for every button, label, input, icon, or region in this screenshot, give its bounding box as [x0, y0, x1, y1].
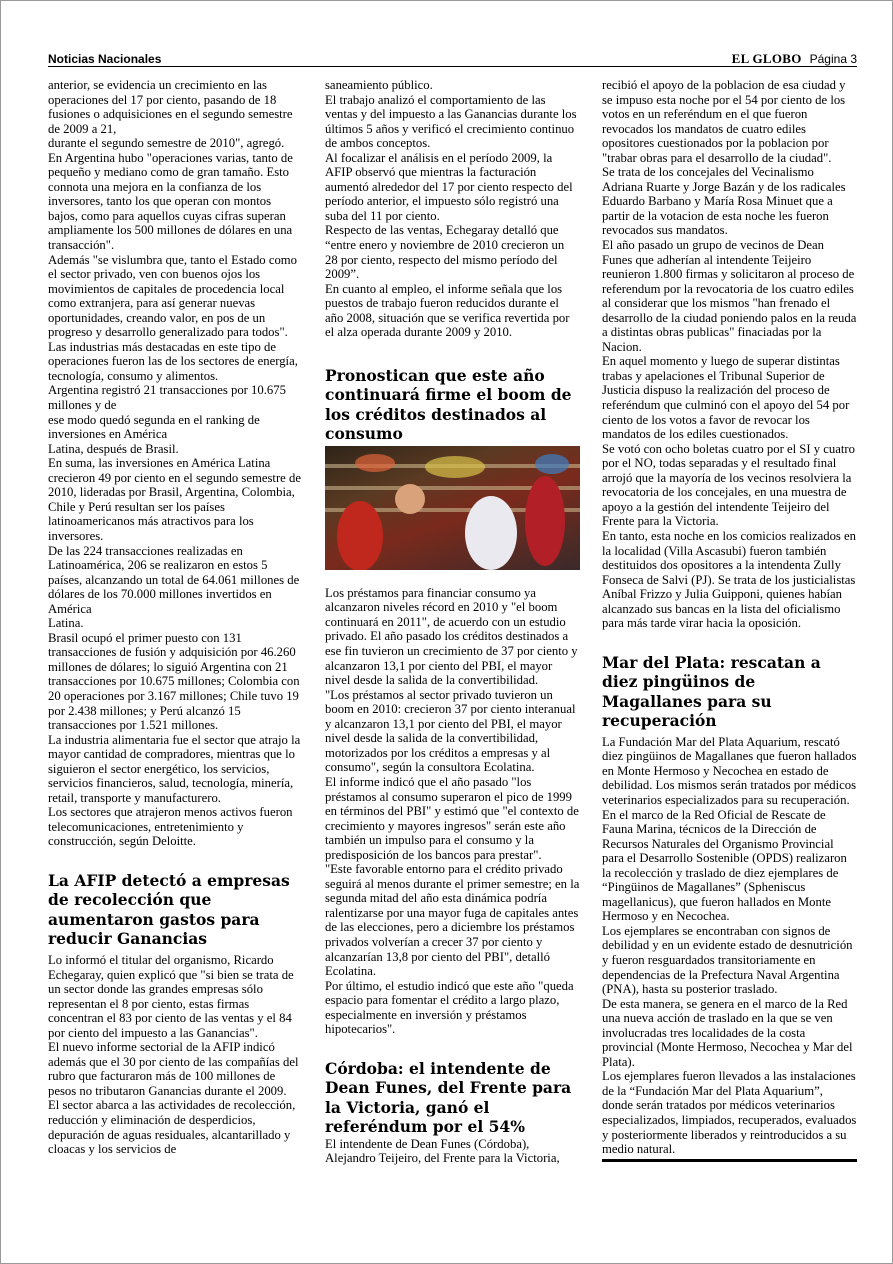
paragraph: El nuevo informe sectorial de la AFIP indicó además que el 30 por ciento de las compañías del rubro que facturaron más de 100 millones de pesos no tributaron Ganancias durante el 2009. [48, 1040, 299, 1098]
afip-headline: La AFIP detectó a empresas de recolección que aumentaron gastos para reducir Ganancias [48, 870, 290, 949]
paragraph: Al focalizar el análisis en el período 2009, la AFIP observó que mientras la facturación aumentó alrededor del 17 por ciento respecto del período anterior, el impuesto sólo registró una suba del 11 por ciento. [325, 150, 573, 223]
mar-del-plata-article [602, 735, 857, 1157]
column-3 [602, 78, 857, 1228]
cordoba-article [325, 1137, 580, 1166]
page-header [48, 50, 857, 67]
paragraph: Los ejemplares se encontraban con signos de debilidad y en un evidente estado de desnutrición y fueron resguardados transitoriamente en dependencias de la Prefectura Naval Argentina (PNA), hasta su posterior traslado. [602, 923, 853, 997]
masthead [732, 50, 857, 68]
store-crowd-photo [325, 446, 580, 570]
paragraph: Además "se vislumbra que, tanto el Estado como el sector privado, ven con buenos ojos los movimientos de capitales de procedencia local como extranjera, para así generar nuevas oportunidades, creando valor, en pos de un progreso y desarrollo generalizado para todos". [48, 252, 298, 340]
paragraph: La industria alimentaria fue el sector que atrajo la mayor cantidad de compradores, mientras que lo siguieron el sector energético, los servicios, servicios financieros, salud, tecnología, minería, retail, transporte y manufacturero. [48, 732, 301, 805]
paragraph: "Los préstamos al sector privado tuvieron un boom en 2010: crecieron 37 por ciento interanual y alcanzaron 13,1 por ciento del PBI, el mayor nivel desde la salida de la convertibilidad, motorizados por los créditos a empresas y al consumo", según la consultora Ecolatina. [325, 687, 576, 775]
paragraph: Los préstamos para financiar consumo ya alcanzaron niveles récord en 2010 y "el boom continuará en 2011", de acuerdo con un estudio privado. El año pasado los créditos destinados a ese fin tuvieron un crecimiento de 37 por ciento y alcanzaron 13,1 por ciento del PBI, el mayor nivel desde la salida de la convertibilidad. [325, 585, 578, 688]
paragraph: El intendente de Dean Funes (Córdoba), Alejandro Teijeiro, del Frente para la Victoria, [325, 1136, 560, 1166]
paragraph: Respecto de las ventas, Echegaray detalló que “entre enero y noviembre de 2010 crecieron un 28 por ciento, respecto del mismo período del 2009”. [325, 223, 565, 282]
paragraph: En suma, las inversiones en América Latina crecieron 49 por ciento en el segundo semestre de 2010, lideradas por Brasil, Argentina, Colombia, Chile y Perú resultan ser los países latinoamericanos más atractivos para los inversores. [48, 456, 301, 543]
paragraph: En aquel momento y luego de superar distintas trabas y apelaciones el Tribunal Superior de Justicia dispuso la realización del proceso de referéndum que culminó con el apoyo del 54 por ciento de los votos a favor de revocar los mandatos de los ediles cuestionados. [602, 354, 850, 442]
paragraph: En cuanto al empleo, el informe señala que los puestos de trabajo fueron reducidos durante el año 2008, situación que se verifica revertida por el alza operada durante 2009 y 2010. [325, 281, 570, 340]
paragraph: durante el segundo semestre de 2010", agregó. [48, 136, 285, 151]
paragraph: El año pasado un grupo de vecinos de Dean Funes que adherían al intendente Teijeiro reunieron 1.800 firmas y solicitaron al proceso de referendum por la revocatoria de los cuatro ediles al considerar que los mismos "han frenado el desarrollo de la ciudad poniendo palos en la reuda a distintas obras publicas" finaciadas por la Nacion. [602, 238, 857, 354]
paragraph: El informe indicó que el año pasado "los préstamos al consumo superaron el pico de 1999 en términos del PBI" y estimó que "el contexto de crecimiento y mayores ingresos" serán este año también un impulso para el consumo y la predisposición de los bancos para prestar". [325, 774, 579, 862]
afip-article-continued [325, 78, 580, 340]
paragraph: saneamiento público. [325, 78, 433, 92]
paragraph: En tanto, esta noche en los comicios realizados en la localidad (Villa Ascasubi) fueron también destituidos dos opositores a la intendenta Zully Fonseca de Salvi (PJ). Se trata de los justicialistas Aníbal Frizzo y Julia Guipponi, quienes habían alcanzado sus bancas en la lista del oficialismo para más tarde virar hacia la oposición. [602, 528, 857, 631]
paragraph: El trabajo analizó el comportamiento de las ventas y del impuesto a las Ganancias durante los últimos 5 años y verificó el crecimiento continuo de ambos conceptos. [325, 92, 577, 151]
paragraph: anterior, se evidencia un crecimiento en las operaciones del 17 por ciento, pasando de 18 fusiones o adquisiciones en el segundo semestre de 2009 a 21, [48, 78, 293, 136]
paragraph: Los ejemplares fueron llevados a las instalaciones de la “Fundación Mar del Plata Aquarium”, donde serán tratados por médicos veterinarios especializados, limpiados, recuperados, evaluados y posteriormente liberados y reintroducidos a su medio natural. [602, 1069, 857, 1157]
credit-headline: Pronostican que este año continuará firme el boom de los créditos destinados al consumo [325, 365, 572, 444]
paragraph: Las industrias más destacadas en este tipo de operaciones fueron las de los sectores de energía, tecnología, consumo y alimentos. [48, 339, 298, 383]
paragraph: "Este favorable entorno para el crédito privado seguirá al menos durante el primer semestre; en la segunda mitad del año esta dinámica podría ralentizarse por una mayor fuga de capitales antes de las elecciones, pero a diciembre los préstamos privados volverían a crecer 37 por ciento y alcanzarían 13,8 por ciento del PBI", detalló Ecolatina. [325, 862, 580, 979]
paragraph: Se votó con ocho boletas cuatro por el SI y cuatro por el NO, todas separadas y el resultado final arrojó que la mayoría de los vecinos resolviera la revocatoria de los concejales, en una muestra de apoyo a la gestión del intendente Teijeiro del Frente para la Victoria. [602, 441, 855, 529]
paragraph: De esta manera, se genera en el marco de la Red una nueva acción de traslado en la que se ven involucradas tres localidades de la costa provincial (Monte Hermoso, Necochea y Mar del Plata). [602, 996, 853, 1069]
paragraph: La Fundación Mar del Plata Aquarium, rescató diez pingüinos de Magallanes que fueron hallados en Monte Hermoso y Necochea en estado de debilidad. Los mismos serán tratados por médicos veterinarios especializados para su recuperación. [602, 734, 857, 807]
paragraph: ese modo quedó segunda en el ranking de inversiones en América [48, 412, 260, 442]
column-1 [48, 78, 303, 1228]
mar-del-plata-headline: Mar del Plata: rescatan a diez pingüinos de Magallanes para su recuperación [602, 652, 821, 731]
paragraph: Latina, después de Brasil. [48, 441, 179, 456]
paragraph: Latina. [48, 616, 84, 631]
paragraph: Argentina registró 21 transacciones por 10.675 millones y de [48, 383, 286, 413]
paragraph: Por último, el estudio indicó que este año "queda espacio para fomentar el crédito a largo plazo, especialmente en inversión y préstamos hipotecarios". [325, 978, 574, 1037]
investment-article-continued [48, 78, 303, 849]
paragraph: En Argentina hubo "operaciones varias, tanto de pequeño y mediano como de gran tamaño. Esto connota una mejora en la confianza de los inversores, tanto los que operan con montos bajos, como para aquellos cuyas cifras superan ampliamente los 500 millones de dólares en una transacción". [48, 150, 293, 253]
paragraph: Brasil ocupó el primer puesto con 131 transacciones de fusión y adquisición por 46.260 millones de dólares; lo siguió Argentina con 21 transacciones por 10.675 millones; Colombia con 20 operaciones por 3.167 millones; Chile tuvo 19 por 2.438 millones; y Perú alcanzó 15 transacciones por 1.521 millones. [48, 630, 300, 733]
section-title: Noticias Nacionales [48, 52, 162, 66]
paragraph: Se trata de los concejales del Vecinalismo Adriana Ruarte y Jorge Bazán y de los radicales Eduardo Barbano y María Rosa Minuet que a partir de la votacion de esta noche les fueron revocados sus mandatos. [602, 165, 846, 238]
paragraph: recibió el apoyo de la poblacion de esa ciudad y se impuso esta noche por el 54 por ciento de los votos en un referéndum en el que fueron revocados los mandatos de cuatro ediles opositores cuestionados por la poblacion por "trabar obras para el desarrollo de la ciudad". [602, 78, 846, 165]
cordoba-article-continued [602, 78, 857, 631]
newspaper-name: EL GLOBO [731, 51, 802, 66]
paragraph: Lo informó el titular del organismo, Ricardo Echegaray, quien explicó que "si bien se trata de un sector donde las grandes empresas sólo representan el 8 por ciento, estas firmas concentran el 83 por ciento de las ventas y el 84 por ciento del impuesto a las Ganancias". [48, 952, 294, 1040]
credit-article [325, 586, 580, 1037]
paragraph: Los sectores que atrajeron menos activos fueron telecomunicaciones, entretenimiento y construcción, según Deloitte. [48, 805, 293, 849]
paragraph: De las 224 transacciones realizadas en Latinoamérica, 206 se realizaron en estos 5 países, alcanzando un total de 64.061 millones de dólares de los 70.000 millones invertidos en América [48, 543, 300, 616]
column-2 [325, 78, 580, 1228]
paragraph: El sector abarca a las actividades de recolección, reducción y eliminación de desperdicios, depuración de aguas residuales, alcantarillado y cloacas y los servicios de [48, 1098, 296, 1157]
end-rule [602, 1159, 857, 1162]
afip-article [48, 953, 303, 1157]
cordoba-headline: Córdoba: el intendente de Dean Funes, del Frente para la Victoria, ganó el referéndum por el 54% [325, 1058, 572, 1137]
paragraph: En el marco de la Red Oficial de Rescate de Fauna Marina, técnicos de la Dirección de Recursos Naturales del Organismo Provincial para el Desarrollo Sostenible (OPDS) realizaron la recolección y traslado de diez ejemplares de “Pingüinos de Magallanes” (Spheniscus magellanicus), que fueron hallados en Monte Hermoso y en Necochea. [602, 807, 847, 924]
page-number: Página 3 [809, 52, 857, 66]
